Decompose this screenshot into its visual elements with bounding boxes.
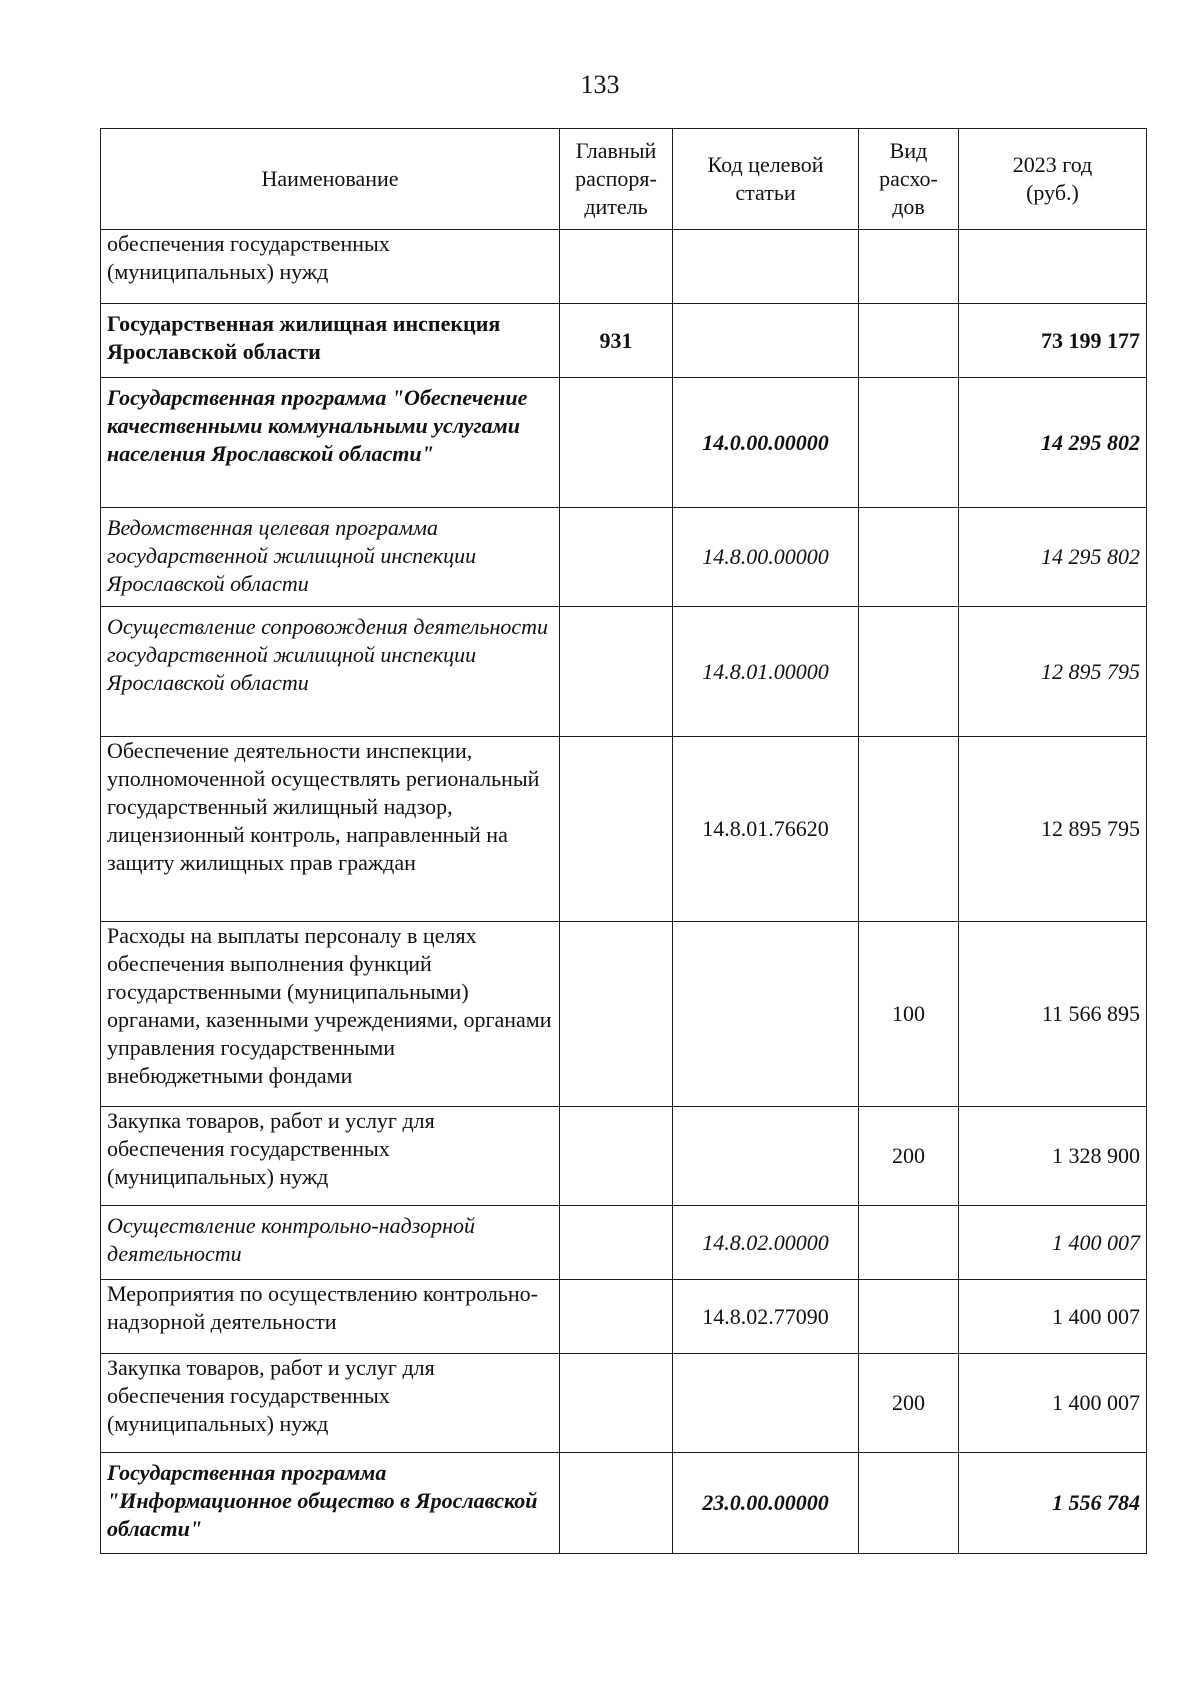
row-name: Государственная программа "Информационное общество в Ярославской области" [101,1453,560,1554]
table-row [101,230,1147,304]
row-code [673,1107,859,1206]
table-row [101,737,1147,922]
row-code: 14.8.01.76620 [673,737,859,922]
row-manager [560,1206,673,1280]
header-name: Наименование [101,129,560,230]
row-code [673,230,859,304]
table-row [101,1354,1147,1453]
budget-table [100,128,1147,1554]
row-code: 14.8.02.77090 [673,1280,859,1354]
row-type [859,230,959,304]
row-amount [959,230,1147,304]
table-row [101,922,1147,1107]
table-row [101,1453,1147,1554]
header-type: Вид расхо-дов [859,129,959,230]
row-manager [560,378,673,508]
row-name: Ведомственная целевая программа государственной жилищной инспекции Ярославской области [101,508,560,607]
row-amount: 14 295 802 [959,508,1147,607]
row-code: 14.0.00.00000 [673,378,859,508]
row-name: Государственная жилищная инспекция Ярославской области [101,304,560,378]
table-row [101,1206,1147,1280]
row-amount: 14 295 802 [959,378,1147,508]
header-code: Код целевой статьи [673,129,859,230]
row-amount: 1 400 007 [959,1280,1147,1354]
row-name: Закупка товаров, работ и услуг для обеспечения государственных (муниципальных) нужд [101,1107,560,1206]
row-manager [560,1354,673,1453]
row-code: 23.0.00.00000 [673,1453,859,1554]
row-manager [560,1107,673,1206]
table-row [101,1280,1147,1354]
row-code: 14.8.02.00000 [673,1206,859,1280]
row-name: Обеспечение деятельности инспекции, уполномоченной осуществлять региональный государственный жилищный надзор, лицензионный контроль, направленный на защиту жилищных прав граждан [101,737,560,922]
row-manager [560,1280,673,1354]
row-manager [560,508,673,607]
row-name: Мероприятия по осуществлению контрольно-надзорной деятельности [101,1280,560,1354]
row-type [859,737,959,922]
table-row [101,607,1147,737]
row-code [673,304,859,378]
row-type [859,607,959,737]
row-manager [560,230,673,304]
row-manager [560,607,673,737]
row-name: обеспечения государственных (муниципальных) нужд [101,230,560,304]
row-manager [560,1453,673,1554]
page-number: 133 [580,70,620,99]
header-row [101,129,1147,230]
row-code [673,1354,859,1453]
row-type [859,1453,959,1554]
row-type: 200 [859,1107,959,1206]
row-name: Осуществление контрольно-надзорной деятельности [101,1206,560,1280]
header-manager: Главный распоря-дитель [560,129,673,230]
row-amount: 12 895 795 [959,607,1147,737]
table-row [101,1107,1147,1206]
row-name: Осуществление сопровождения деятельности государственной жилищной инспекции Ярославской области [101,607,560,737]
row-amount: 1 400 007 [959,1354,1147,1453]
table-row [101,508,1147,607]
row-type [859,508,959,607]
row-amount: 1 328 900 [959,1107,1147,1206]
row-amount: 11 566 895 [959,922,1147,1107]
row-amount: 1 556 784 [959,1453,1147,1554]
row-amount: 1 400 007 [959,1206,1147,1280]
row-name: Государственная программа "Обеспечение качественными коммунальными услугами населения Ярославской области" [101,378,560,508]
row-type [859,304,959,378]
row-type [859,1280,959,1354]
table-row [101,304,1147,378]
row-type: 200 [859,1354,959,1453]
row-manager [560,737,673,922]
header-amount: 2023 год (руб.) [959,129,1147,230]
row-amount: 12 895 795 [959,737,1147,922]
row-code: 14.8.00.00000 [673,508,859,607]
row-amount: 73 199 177 [959,304,1147,378]
row-type: 100 [859,922,959,1107]
row-code: 14.8.01.00000 [673,607,859,737]
table-row [101,378,1147,508]
row-type [859,378,959,508]
row-code [673,922,859,1107]
row-name: Закупка товаров, работ и услуг для обеспечения государственных (муниципальных) нужд [101,1354,560,1453]
row-type [859,1206,959,1280]
row-name: Расходы на выплаты персоналу в целях обеспечения выполнения функций государственными (муниципальными) органами, казенными учреждениями, органами управления государственными внебюджетными фондами [101,922,560,1107]
row-manager [560,922,673,1107]
row-manager: 931 [560,304,673,378]
